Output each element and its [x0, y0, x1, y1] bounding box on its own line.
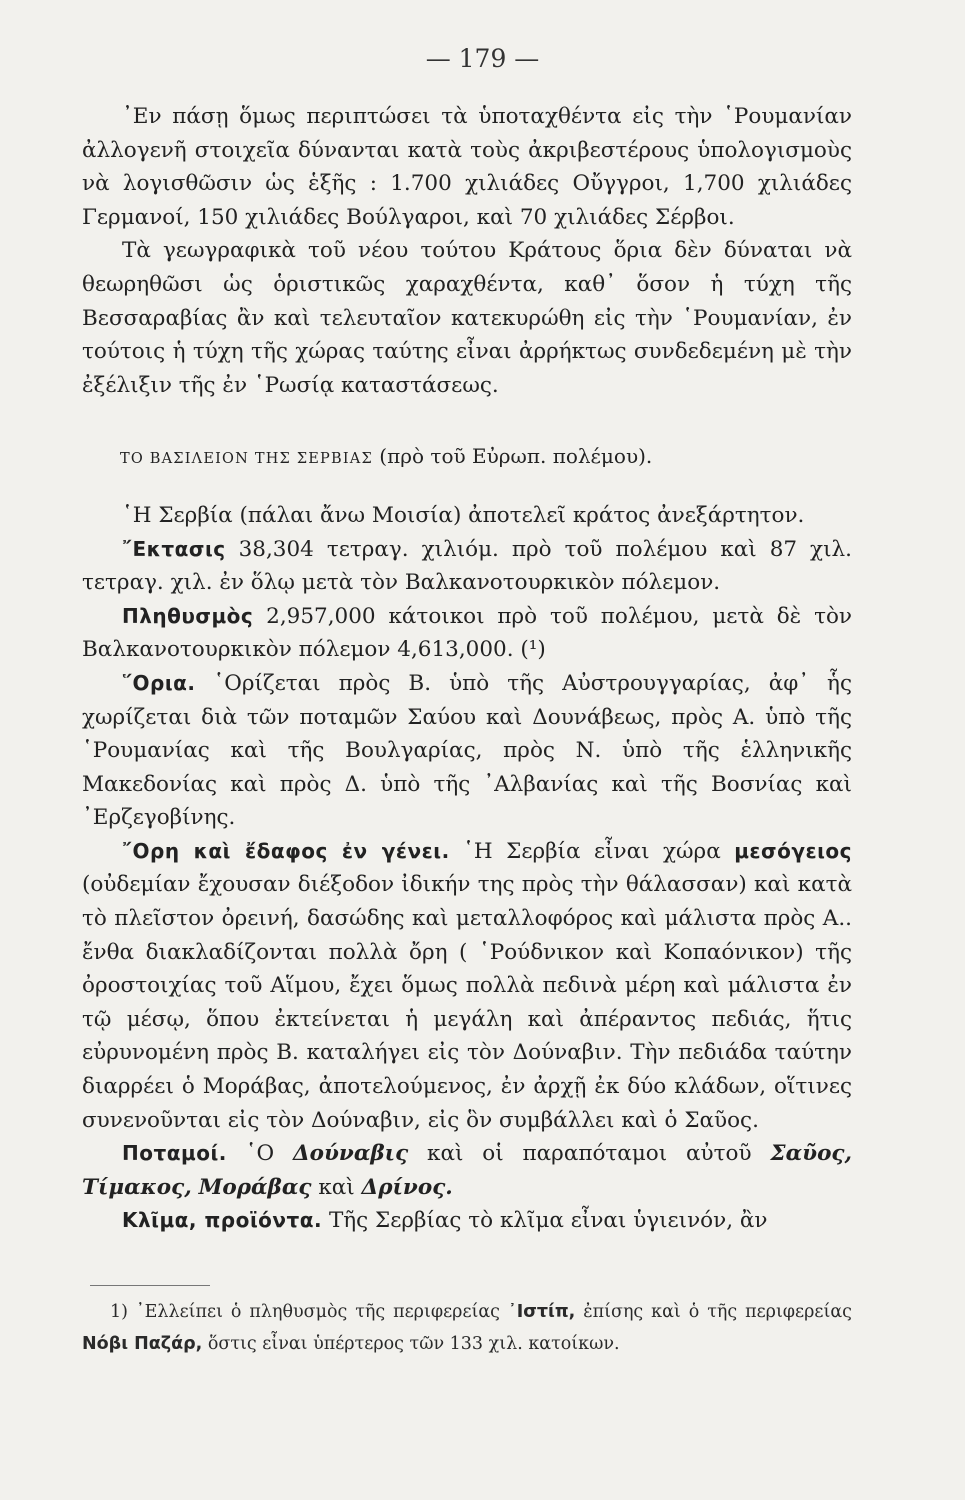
river-danube: Δούναβις: [292, 1141, 409, 1167]
paragraph-population: [82, 600, 852, 667]
paragraph-borders-romania: Τὰ γεωγραφικὰ τοῦ νέου τούτου Κράτους ὅρια δὲν δύναται νὰ θεωρηθῶσι ὡς ὁριστικῶς χαραχθέντα, καθ᾽ ὅσον ἡ τύχη τῆς Βεσσαραβίας ἂν καὶ τελευταῖον κατεκυρώθη εἰς τὴν ῾Ρουμανίαν, ἐν τούτοις ἡ τύχη τῆς χώρας ταύτης εἶναι ἀρρήκτως συνδεδεμένη μὲ τὴν ἐξέλιξιν τῆς ἐν ῾Ρωσίᾳ καταστάσεως.: [82, 238, 852, 398]
paragraph-rivers: [82, 1137, 852, 1204]
population-text: 2,957,000 κάτοικοι πρὸ τοῦ πολέμου, μετὰ δὲ τὸν Βαλκανοτουρκικὸν πόλεμον 4,613,000. (¹): [82, 603, 852, 663]
paragraph-serbia-intro: ῾Η Σερβία (πάλαι ἄνω Μοισία) ἀποτελεῖ κράτος ἀνεξάρτητον.: [122, 502, 805, 528]
footnote-text-3: ὅστις εἶναι ὑπέρτερος τῶν 133 χιλ. κατοίκων.: [207, 1334, 620, 1354]
area-label: ῎Εκτασις: [122, 536, 226, 561]
footnote-bold-1: ᾽Ιστίπ,: [507, 1302, 576, 1322]
rivers-text-1: ῾Ο: [245, 1141, 275, 1167]
footnote-divider: [90, 1285, 210, 1286]
footnote-bold-2: Νόβι Παζάρ,: [82, 1334, 203, 1354]
footnote-text-1: ᾽Ελλείπει ὁ πληθυσμὸς τῆς περιφερείας: [135, 1302, 500, 1322]
river-timok: Τίμακος,: [82, 1174, 192, 1200]
borders-text: ῾Ορίζεται πρὸς Β. ὑπὸ τῆς Αὐστρουγγαρίας, ἀφ᾽ ἧς χωρίζεται διὰ τῶν ποταμῶν Σαύου καὶ Δουνάβεως, πρὸς Α. ὑπὸ τῆς ῾Ρουμανίας καὶ τῆς Βουλγαρίας, πρὸς Ν. ὑπὸ τῆς ἑλληνικῆς Μακεδονίας καὶ πρὸς Δ. ὑπὸ τῆς ᾽Αλβανίας καὶ τῆς Βοσνίας καὶ ᾽Ερζεγοβίνης.: [82, 670, 852, 831]
borders-label: ῞Ορια.: [122, 670, 196, 695]
page-number: — 179 —: [425, 44, 540, 73]
footnotes: [82, 1296, 852, 1360]
terrain-text-1: ῾Η Σερβία εἶναι χώρα: [463, 838, 721, 864]
paragraph-borders: [82, 667, 852, 835]
rivers-text-3: καὶ: [318, 1174, 355, 1200]
terrain-label: ῎Ορη καὶ ἔδαφος ἐν γένει.: [122, 838, 450, 863]
terrain-bold: μεσόγειος: [734, 838, 852, 863]
section-title-caps: ΤΟ ΒΑΣΙΛΕΙΟΝ ΤΗΣ ΣΕΡΒΙΑΣ: [120, 451, 373, 468]
section-title: [120, 440, 852, 477]
paragraph-area: [82, 533, 852, 600]
river-morava: Μοράβας: [198, 1174, 312, 1200]
terrain-text-2: (οὐδεμίαν ἔχουσαν διέξοδον ἰδικήν της πρὸς τὴν θάλασσαν) καὶ κατὰ τὸ πλεῖστον ὀρεινή, δασώδης καὶ μεταλλοφόρος καὶ μάλιστα πρὸς Α.. ἔνθα διακλαδίζονται πολλὰ ὄρη ( ῾Ρούδνικον καὶ Κοπαόνικον) τῆς ὀροστοιχίας τοῦ Αἵμου, ἔχει ὅμως πολλὰ πεδινὰ μέρη καὶ μάλιστα ἐν τῷ μέσῳ, ὅπου ἐκτείνεται ἡ μεγάλη καὶ ἀπέραντος πεδιάς, ἥτις εὐρυνομένη πρὸς Β. καταλήγει εἰς τὸν Δούναβιν. Τὴν πεδιάδα ταύτην διαρρέει ὁ Μοράβας, ἀποτελούμενος, ἐν ἀρχῇ ἐκ δύο κλάδων, οἵτινες συνενοῦνται εἰς τὸν Δούναβιν, εἰς ὃν συμβάλλει καὶ ὁ Σαῦος.: [82, 872, 852, 1133]
footnote-marker: 1): [110, 1302, 128, 1322]
paragraph-minorities: ᾽Εν πάσῃ ὅμως περιπτώσει τὰ ὑποταχθέντα εἰς τὴν ῾Ρουμανίαν ἀλλογενῆ στοιχεῖα δύνανται κατὰ τοὺς ἀκριβεστέρους ὑπολογισμοὺς νὰ λογισθῶσιν ὡς ἑξῆς : 1.700 χιλιάδες Οὔγγροι, 1,700 χιλιάδες Γερμανοί, 150 χιλιάδες Βούλγαροι, καὶ 70 χιλιάδες Σέρβοι.: [82, 104, 852, 230]
body-text: [82, 100, 852, 1238]
footnote-text-2: ἐπίσης καὶ ὁ τῆς περιφερείας: [583, 1302, 852, 1322]
paragraph-terrain: [82, 835, 852, 1137]
footnote-1: [82, 1296, 852, 1360]
area-text: 38,304 τετραγ. χιλιόμ. πρὸ τοῦ πολέμου καὶ 87 χιλ. τετραγ. χιλ. ἐν ὅλῳ μετὰ τὸν Βαλκανοτουρκικὸν πόλεμον.: [82, 536, 852, 596]
river-drina: Δρίνος.: [361, 1174, 453, 1200]
rivers-label: Ποταμοί.: [122, 1141, 227, 1166]
population-label: Πληθυσμὸς: [122, 603, 254, 628]
section-title-rest: (πρὸ τοῦ Εὐρωπ. πολέμου).: [379, 444, 653, 469]
rivers-text-2: καὶ οἱ παραπόταμοι αὐτοῦ: [427, 1141, 752, 1167]
climate-label: Κλῖμα, προϊόντα.: [122, 1208, 323, 1233]
river-sava: Σαῦος,: [770, 1141, 853, 1167]
climate-text: Τῆς Σερβίας τὸ κλῖμα εἶναι ὑγιεινόν, ἂν: [328, 1208, 768, 1234]
paragraph-climate: [82, 1204, 852, 1238]
